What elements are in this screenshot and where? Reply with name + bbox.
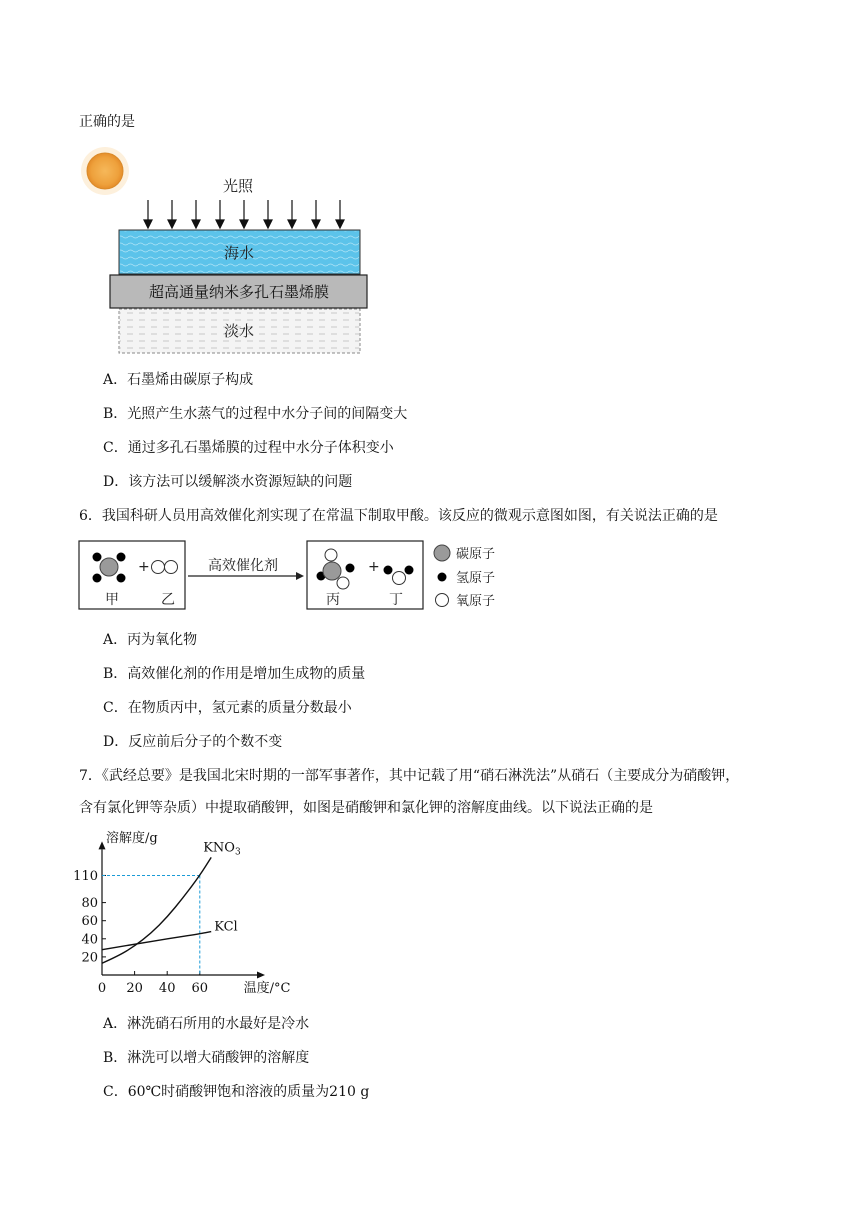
y-tick-label: 110	[73, 868, 98, 884]
q6-stem: 6．我国科研人员用高效催化剂实现了在常温下制取甲酸。该反应的微观示意图如图，有关说法正确的是	[79, 508, 718, 524]
q6-option-b: B．高效催化剂的作用是增加生成物的质量	[103, 666, 366, 682]
x-axis-arrow	[257, 972, 265, 979]
q5-option-d: D．该方法可以缓解淡水资源短缺的问题	[103, 474, 353, 490]
oxygen-atom-icon	[436, 594, 449, 607]
y-tick-label: 40	[81, 932, 98, 948]
label-jia: 甲	[105, 592, 119, 608]
legend	[434, 545, 495, 609]
q6-option-c: C．在物质丙中，氢元素的质量分数最小	[103, 700, 352, 716]
y-axis-label: 溶解度/g	[106, 831, 158, 846]
sun-icon	[81, 147, 129, 195]
y-tick-label: 80	[81, 896, 98, 912]
legend-hydrogen: 氢原子	[456, 571, 496, 586]
light-arrows	[144, 200, 344, 228]
label-yi: 乙	[161, 592, 175, 608]
q6-reaction-figure	[78, 540, 508, 614]
x-tick-label: 60	[191, 981, 209, 996]
q5-option-a: A．石墨烯由碳原子构成	[103, 372, 254, 388]
series-line-kcl	[102, 932, 211, 950]
q7-option-c: C．60℃时硝酸钾饱和溶液的质量为210 g	[103, 1084, 370, 1100]
y-axis-arrow	[99, 841, 106, 849]
freshwater-layer	[119, 309, 360, 353]
q5-stem-tail: 正确的是	[79, 114, 135, 130]
carbon-atom-icon	[434, 545, 450, 561]
seawater-label: 海水	[223, 244, 255, 262]
hydrogen-atom-icon	[438, 573, 447, 582]
condition-label: 高效催化剂	[208, 558, 278, 574]
label-ding: 丁	[389, 592, 403, 608]
solubility-chart	[73, 826, 298, 1002]
legend-oxygen: 氧原子	[456, 594, 496, 609]
series-label-kcl: KCl	[214, 919, 238, 935]
q7-stem-line1: 7．《武经总要》是我国北宋时期的一部军事著作，其中记载了用“硝石淋洗法”从硝石（主要成分为硝酸钾，	[79, 768, 740, 784]
x-axis-label: 温度/°C	[243, 981, 291, 996]
light-label: 光照	[222, 177, 254, 195]
q5-option-c: C．通过多孔石墨烯膜的过程中水分子体积变小	[103, 440, 394, 456]
plus-sign-2: +	[368, 559, 380, 575]
seawater-layer	[119, 230, 360, 274]
plus-sign-1: +	[138, 559, 150, 575]
series-label-kno3: $KNO_3$	[203, 840, 241, 858]
x-tick-label: 0	[97, 981, 107, 996]
q7-option-b: B．淋洗可以增大硝酸钾的溶解度	[103, 1050, 310, 1066]
label-bing: 丙	[326, 592, 340, 608]
q5-figure	[78, 142, 378, 357]
x-tick-label: 20	[126, 981, 143, 996]
y-tick-label: 60	[81, 914, 98, 930]
legend-carbon: 碳原子	[456, 547, 496, 562]
q6-option-a: A．丙为氧化物	[103, 632, 198, 648]
q5-option-b: B．光照产生水蒸气的过程中水分子间的间隔变大	[103, 406, 408, 422]
x-tick-label: 40	[158, 981, 176, 996]
freshwater-label: 淡水	[223, 322, 255, 340]
membrane-layer	[110, 275, 367, 308]
q6-option-d: D．反应前后分子的个数不变	[103, 734, 283, 750]
q7-option-a: A．淋洗硝石所用的水最好是冷水	[103, 1016, 310, 1032]
q7-stem-line2: 含有氯化钾等杂质）中提取硝酸钾，如图是硝酸钾和氯化钾的溶解度曲线。以下说法正确的是	[79, 800, 653, 816]
membrane-label: 超高通量纳米多孔石墨烯膜	[148, 283, 330, 301]
y-tick-label: 20	[81, 950, 98, 966]
